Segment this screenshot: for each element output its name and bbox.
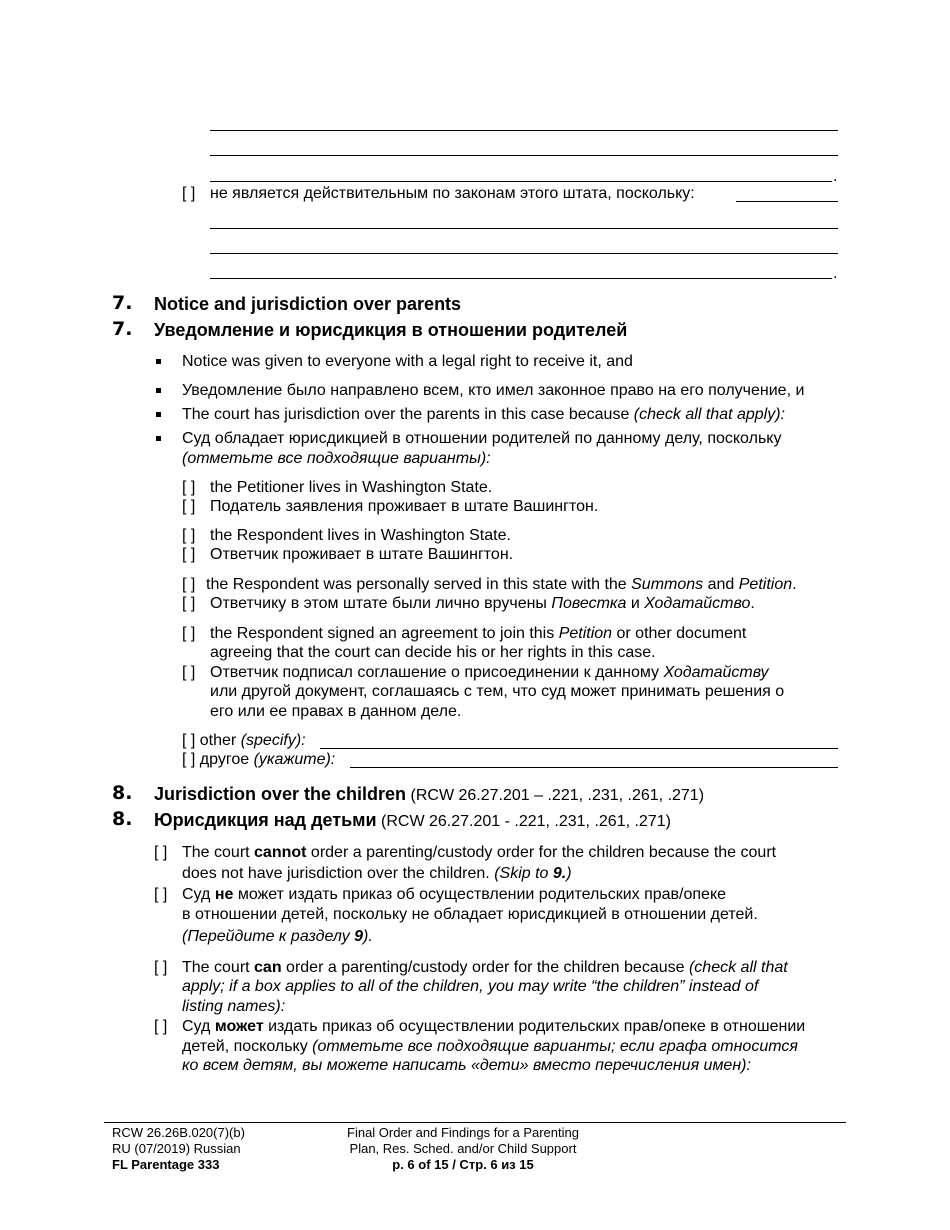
checkbox[interactable]: [ ]	[182, 625, 196, 642]
blank-line	[210, 130, 838, 131]
option-other-ru[interactable]: [ ] другое (укажите):	[182, 751, 336, 768]
option-signed-line2: agreeing that the court can decide his or her rights in this case.	[210, 644, 656, 661]
blank-line	[210, 228, 838, 229]
checkbox[interactable]: [ ]	[182, 527, 196, 544]
checkbox[interactable]: [ ]	[154, 886, 168, 903]
option-other[interactable]: [ ] other (specify):	[182, 732, 306, 749]
checkbox[interactable]: [ ]	[154, 844, 168, 861]
section-8-title-ru: Юрисдикция над детьми (RCW 26.27.201 - .221, .231, .261, .271)	[154, 810, 671, 830]
section-7-number: 7.	[112, 292, 133, 314]
blank-line	[210, 181, 832, 182]
section-8-number: 8.	[112, 782, 133, 804]
footer-rule	[104, 1122, 846, 1123]
option-can-ru-line3: ко всем детям, вы можете написать «дети» вместо перечисления имен):	[182, 1057, 751, 1074]
checkbox[interactable]: [ ]	[154, 1018, 168, 1035]
option-cannot-line2: does not have jurisdiction over the children. (Skip to 9.)	[182, 865, 572, 882]
option-can-ru-line2: детей, поскольку (отметьте все подходящие варианты; если графа относится	[182, 1038, 798, 1055]
option-respondent-ru: Ответчик проживает в штате Вашингтон.	[210, 546, 514, 563]
option-cannot-ru-line3: (Перейдите к разделу 9).	[182, 928, 373, 945]
section-8-title: Jurisdiction over the children (RCW 26.27.201 – .221, .231, .261, .271)	[154, 784, 705, 804]
section-8-number-ru: 8.	[112, 808, 133, 830]
option-signed: the Respondent signed an agreement to join this Petition or other document	[210, 625, 747, 642]
section-7-title: Notice and jurisdiction over parents	[154, 294, 462, 314]
blank-line	[210, 253, 838, 254]
option-can-line2: apply; if a box applies to all of the children, you may write “the children” instead of	[182, 978, 759, 995]
footer-left: RCW 26.26B.020(7)(b) RU (07/2019) Russian FL Parentage 333	[112, 1125, 245, 1172]
blank-line	[210, 155, 838, 156]
option-petitioner-ru: Податель заявления проживает в штате Вашингтон.	[210, 498, 599, 515]
section-7-number-ru: 7.	[112, 318, 133, 340]
bullet-text: Notice was given to everyone with a legal right to receive it, and	[182, 353, 633, 370]
checkbox[interactable]: [ ]	[182, 595, 196, 612]
option-served: the Respondent was personally served in this state with the Summons and Petition.	[206, 576, 797, 593]
blank-line	[210, 278, 832, 279]
checkbox[interactable]: [ ]	[182, 185, 196, 202]
line-period: .	[833, 168, 838, 185]
option-cannot-ru-line2: в отношении детей, поскольку не обладает юрисдикцией в отношении детей.	[182, 906, 758, 923]
checkbox[interactable]: [ ]	[182, 664, 196, 681]
option-can-line3: listing names):	[182, 998, 286, 1015]
option-signed-ru-line2: или другой документ, соглашаясь с тем, что суд может принимать решения о	[210, 683, 785, 700]
option-cannot: The court cannot order a parenting/custody order for the children because the court	[182, 844, 777, 861]
checkbox[interactable]: [ ]	[182, 546, 196, 563]
option-respondent: the Respondent lives in Washington State.	[210, 527, 511, 544]
option-cannot-ru: Суд не может издать приказ об осуществлении родительских прав/опеке	[182, 886, 727, 903]
checkbox[interactable]: [ ]	[182, 498, 196, 515]
bullet-text-italic: (отметьте все подходящие варианты):	[182, 450, 491, 467]
option-served-ru: Ответчику в этом штате были лично вручены Повестка и Ходатайство.	[210, 595, 755, 612]
checkbox[interactable]: [ ]	[182, 576, 196, 593]
bullet-text: Уведомление было направлено всем, кто имел законное право на его получение, и	[182, 382, 805, 399]
other-specify-line-ru[interactable]	[350, 767, 838, 768]
option-can: The court can order a parenting/custody order for the children because (check all that	[182, 959, 788, 976]
other-specify-line[interactable]	[320, 748, 838, 749]
section-7-title-ru: Уведомление и юрисдикция в отношении родителей	[154, 320, 628, 340]
bullet	[156, 359, 161, 364]
invalid-option-text: не является действительным по законам этого штата, поскольку:	[210, 185, 695, 202]
option-signed-ru: Ответчик подписал соглашение о присоединении к данному Ходатайству	[210, 664, 769, 681]
bullet-text: The court has jurisdiction over the parents in this case because (check all that apply):	[182, 406, 785, 423]
checkbox[interactable]: [ ]	[154, 959, 168, 976]
checkbox[interactable]: [ ]	[182, 479, 196, 496]
bullet	[156, 436, 161, 441]
bullet	[156, 388, 161, 393]
option-signed-ru-line3: его или ее правах в данном деле.	[210, 703, 462, 720]
footer-center: Final Order and Findings for a Parenting Plan, Res. Sched. and/or Child Support p. 6 of 15 / Стр. 6 из 15	[347, 1125, 579, 1172]
line-period: .	[833, 265, 838, 282]
bullet-text: Суд обладает юрисдикцией в отношении родителей по данному делу, поскольку	[182, 430, 782, 447]
option-can-ru: Суд может издать приказ об осуществлении родительских прав/опеке в отношении	[182, 1018, 806, 1035]
option-petitioner: the Petitioner lives in Washington State.	[210, 479, 493, 496]
blank-line	[736, 201, 838, 202]
bullet	[156, 412, 161, 417]
